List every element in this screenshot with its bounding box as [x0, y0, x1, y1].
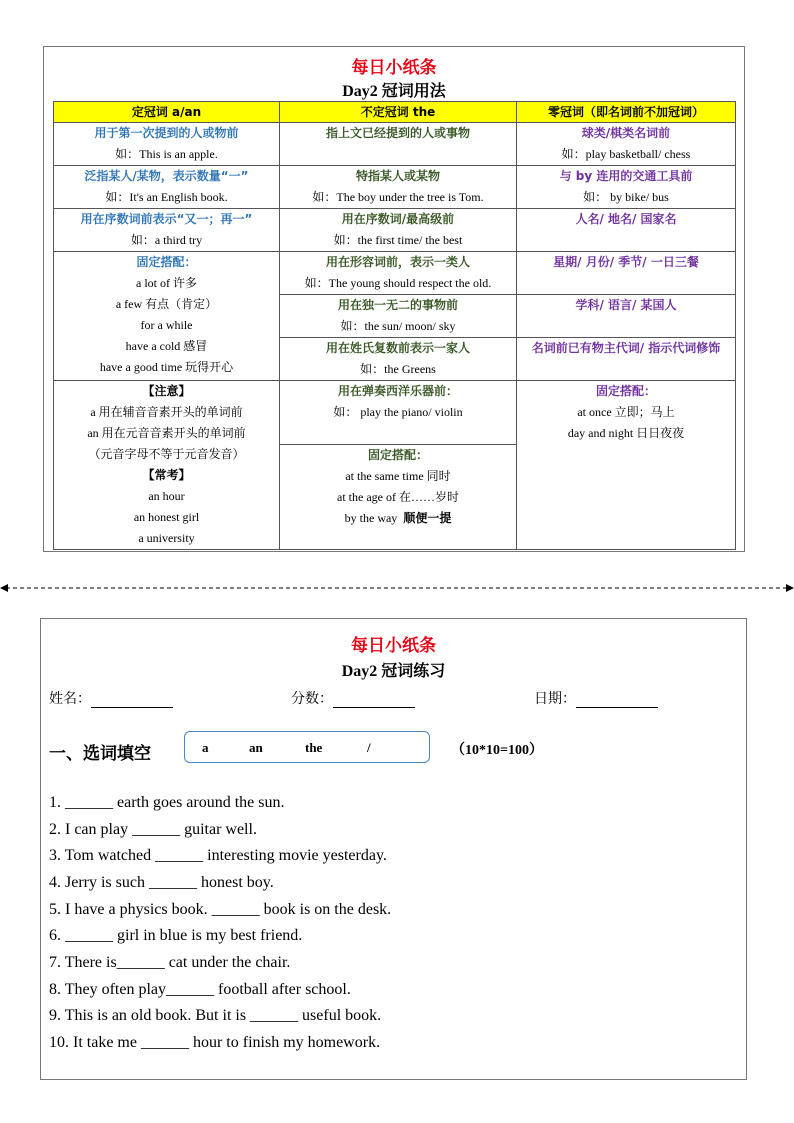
question-1: 1. ______ earth goes around the sun.	[49, 794, 285, 811]
cell-col2-row6	[280, 338, 517, 381]
cell-col1-row2	[54, 166, 280, 209]
arrow-right-icon	[786, 584, 794, 592]
question-3: 3. Tom watched ______ interesting movie yesterday.	[49, 847, 387, 864]
fixed-last-en: by the way	[344, 511, 398, 526]
fixed-line: for a while	[140, 318, 193, 332]
option-none: /	[367, 740, 371, 755]
option-an: an	[249, 740, 263, 755]
cell-col3-row6	[517, 338, 736, 381]
cell-col2-row7	[280, 381, 517, 445]
question-10: 10. It take me ______ hour to finish my homework.	[49, 1034, 381, 1051]
fixed-line: at the same time 同时	[345, 469, 451, 484]
cell-col2-fixed	[280, 445, 517, 550]
date-label: 日期：	[534, 691, 576, 707]
question-9: 9. This is an old book. But it is ______ useful book.	[49, 1007, 382, 1024]
example-text: 如：The boy under the tree is Tom.	[312, 190, 484, 204]
question-4: 4. Jerry is such ______ honest boy.	[49, 874, 274, 891]
example-text: 如：the first time/ the best	[333, 233, 463, 247]
note-line: an 用在元音音素开头的单词前	[87, 426, 246, 440]
cell-col3-row2	[517, 166, 736, 209]
rule-text: 用于第一次提到的人或物前	[94, 126, 239, 140]
exam-line: a university	[138, 531, 195, 545]
cell-col2-row3	[280, 209, 517, 252]
date-field[interactable]	[534, 688, 658, 708]
rule-text: 人名/ 地名/ 国家名	[575, 212, 677, 226]
rule-text: 用在序数词/最高级前	[341, 212, 455, 226]
fixed-line: day and night 日日夜夜	[567, 426, 685, 440]
fixed-line: at the age of 在……岁时	[337, 490, 459, 505]
word-bank-box	[184, 731, 430, 763]
rule-text: 用在序数词前表示“又一；再一”	[80, 212, 253, 226]
fixed-line: a few 有点（肯定）	[115, 297, 218, 311]
rule-text: 特指某人或某物	[355, 169, 440, 183]
name-field[interactable]	[49, 688, 173, 708]
example-text: 如：the Greens	[360, 362, 436, 376]
example-text: 如：play basketball/ chess	[561, 147, 691, 161]
example-text: 如： play the piano/ violin	[333, 405, 463, 419]
cell-col3-row5	[517, 295, 736, 338]
question-7: 7. There is______ cat under the chair.	[49, 954, 291, 971]
cell-col3-fixed	[517, 381, 736, 550]
card-subtitle: Day2 冠词用法	[342, 83, 446, 100]
cell-col1-note	[54, 381, 280, 550]
cell-col3-row3	[517, 209, 736, 252]
grammar-card	[43, 46, 745, 552]
score-label: 分数：	[291, 691, 333, 707]
fixed-line: at once 立即；马上	[577, 405, 675, 419]
rule-text: 用在独一无二的事物前	[337, 298, 458, 312]
cell-col1-row1	[54, 123, 280, 166]
exam-line: an honest girl	[133, 510, 200, 524]
rule-text: 用在形容词前，表示一类人	[325, 255, 470, 269]
fixed-line-last	[280, 508, 516, 529]
example-text: 如： by bike/ bus	[583, 190, 669, 204]
name-label: 姓名：	[49, 691, 91, 707]
score-note: （10*10=100）	[451, 743, 543, 758]
rule-text: 名词前已有物主代词/ 指示代词修饰	[531, 341, 721, 355]
fixed-line: have a cold 感冒	[125, 339, 208, 353]
rule-text: 学科/ 语言/ 某国人	[575, 298, 677, 312]
arrow-left-icon	[0, 584, 8, 592]
option-a: a	[202, 740, 209, 755]
card-title: 每日小纸条	[351, 636, 436, 656]
header-col2: 不定冠词 the	[280, 102, 517, 123]
section-title: 一、选词填空	[49, 744, 151, 764]
cell-col3-row1	[517, 123, 736, 166]
fixed-line: a lot of 许多	[136, 276, 197, 290]
card-title: 每日小纸条	[351, 58, 437, 78]
cell-col1-row3	[54, 209, 280, 252]
fixed-line: have a good time 玩得开心	[99, 360, 234, 374]
cell-col2-row5	[280, 295, 517, 338]
cut-line-divider	[0, 584, 794, 592]
rule-text: 用在姓氏复数前表示一家人	[325, 341, 470, 355]
fixed-title: 固定搭配：	[595, 384, 656, 398]
example-text: 如：a third try	[130, 233, 203, 247]
fixed-title: 固定搭配：	[367, 448, 428, 463]
rule-text: 球类/棋类名词前	[581, 126, 671, 140]
question-2: 2. I can play ______ guitar well.	[49, 821, 257, 838]
fixed-last-cn: 顺便一提	[403, 511, 452, 526]
example-text: 如：This is an apple.	[115, 147, 218, 161]
question-8: 8. They often play______ football after school.	[49, 981, 351, 998]
cell-col1-fixed	[54, 252, 280, 381]
cell-col2-row1	[280, 123, 517, 166]
fixed-title: 固定搭配：	[136, 255, 197, 269]
exam-line: an hour	[148, 489, 185, 503]
example-text: 如：the sun/ moon/ sky	[340, 319, 456, 333]
cell-col2-row4	[280, 252, 517, 295]
cell-col2-row2	[280, 166, 517, 209]
article-usage-table	[53, 101, 736, 550]
note-line: （元音字母不等于元音发音）	[88, 447, 245, 461]
rule-text: 与 by 连用的交通工具前	[559, 169, 693, 183]
question-5: 5. I have a physics book. ______ book is on the desk.	[49, 901, 392, 918]
rule-text: 泛指某人/某物，表示数量“一”	[84, 169, 249, 183]
card-subtitle: Day2 冠词练习	[341, 663, 446, 680]
rule-text: 指上文已经提到的人或事物	[325, 126, 470, 140]
cell-col3-row4	[517, 252, 736, 295]
rule-text: 星期/ 月份/ 季节/ 一日三餐	[553, 255, 699, 269]
score-field[interactable]	[291, 688, 415, 708]
exercise-card	[40, 618, 747, 1080]
example-text: 如：It's an English book.	[105, 190, 228, 204]
note-line: a 用在辅音音素开头的单词前	[90, 405, 243, 419]
question-6: 6. ______ girl in blue is my best friend.	[49, 927, 303, 944]
option-the: the	[305, 740, 323, 755]
exam-title: 【常考】	[142, 468, 191, 482]
date-blank[interactable]	[576, 691, 658, 708]
score-blank[interactable]	[333, 691, 415, 708]
note-title: 【注意】	[142, 384, 191, 398]
header-col1: 定冠词 a/an	[54, 102, 280, 123]
header-col3: 零冠词（即名词前不加冠词）	[517, 102, 736, 123]
rule-text: 用在弹奏西洋乐器前：	[337, 384, 458, 398]
example-text: 如：The young should respect the old.	[304, 276, 492, 290]
name-blank[interactable]	[91, 691, 173, 708]
